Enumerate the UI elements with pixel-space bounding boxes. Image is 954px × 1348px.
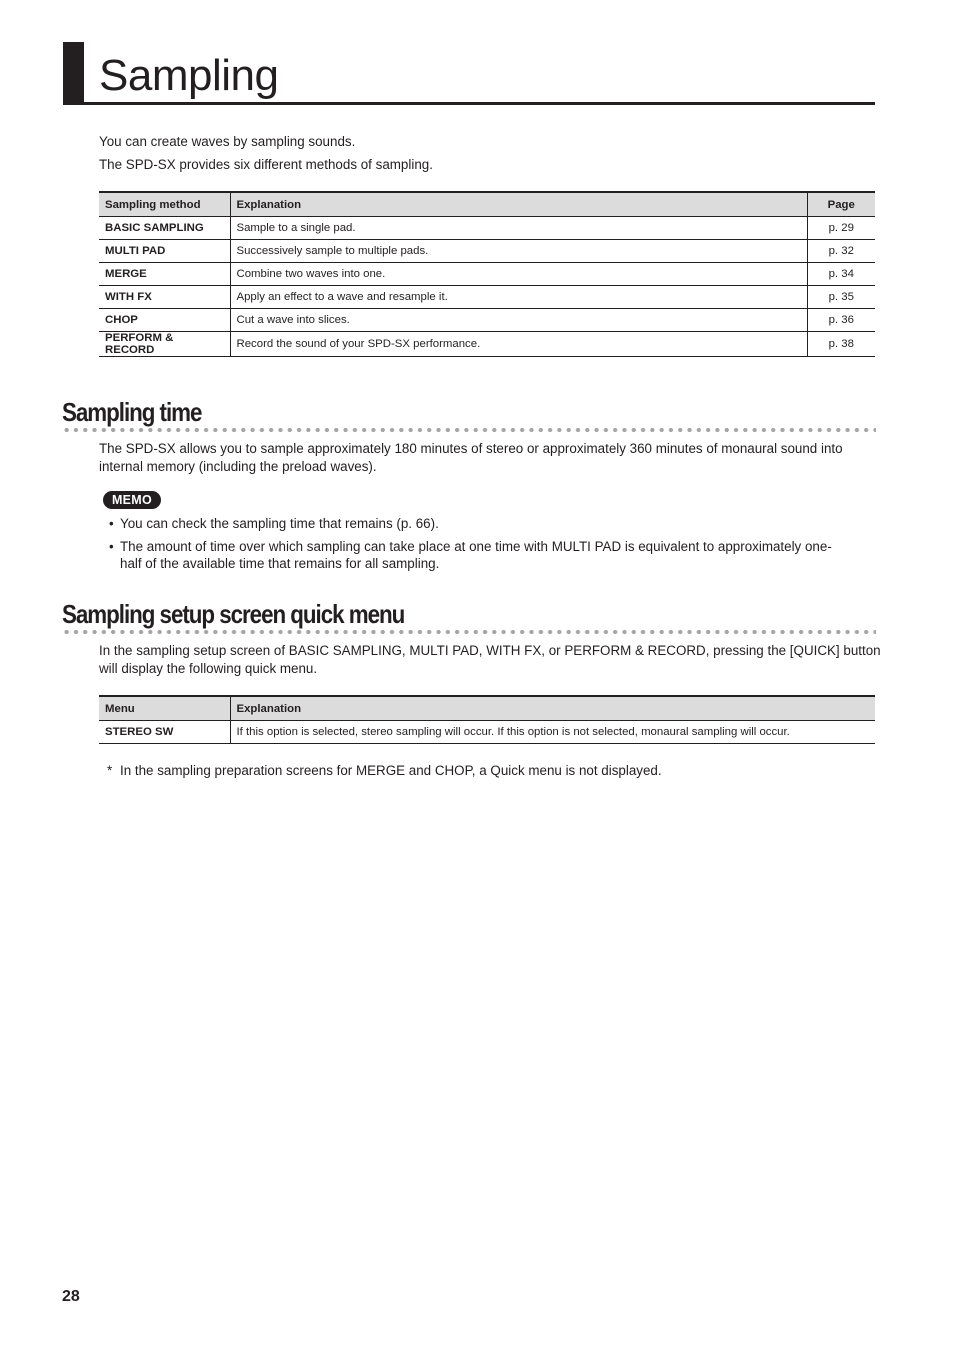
- quick-menu-body-line-1: In the sampling setup screen of BASIC SAMPLING, MULTI PAD, WITH FX, or PERFORM & RECORD, pressing the [QUICK] button: [99, 643, 881, 658]
- bullet-text: You can check the sampling time that remains (p. 66).: [120, 516, 439, 531]
- column-header-menu: Menu: [99, 696, 230, 721]
- column-header-page: Page: [807, 192, 875, 217]
- sampling-time-body-line-1: The SPD-SX allows you to sample approximately 180 minutes of stereo or approximately 360 minutes of monaural sound into: [99, 441, 843, 456]
- bullet-mark: •: [109, 539, 114, 554]
- bullet-text-line-1: The amount of time over which sampling can take place at one time with MULTI PAD is equivalent to approximately one-: [120, 539, 832, 554]
- explanation-cell: Combine two waves into one.: [230, 263, 807, 286]
- sampling-time-body-line-2: internal memory (including the preload waves).: [99, 459, 377, 474]
- method-cell: CHOP: [99, 309, 230, 332]
- explanation-cell: If this option is selected, stereo sampling will occur. If this option is not selected, monaural sampling will occur.: [230, 721, 875, 744]
- quick-menu-table: [99, 695, 875, 744]
- table-header-row: [99, 696, 875, 721]
- method-cell: MULTI PAD: [99, 240, 230, 263]
- title-accent-block: [63, 42, 84, 105]
- memo-badge: MEMO: [103, 491, 161, 509]
- intro-line-2: The SPD-SX provides six different methods of sampling.: [99, 157, 433, 172]
- table-header-row: [99, 192, 875, 217]
- asterisk-mark: *: [107, 763, 113, 778]
- explanation-cell: Sample to a single pad.: [230, 217, 807, 240]
- explanation-cell: Apply an effect to a wave and resample it.: [230, 286, 807, 309]
- intro-line-1: You can create waves by sampling sounds.: [99, 134, 356, 149]
- page-title-bar: [63, 42, 875, 105]
- table-row: [99, 240, 875, 263]
- page-number: 28: [62, 1288, 80, 1305]
- table-row: [99, 263, 875, 286]
- page-ref-cell: p. 38: [807, 332, 875, 357]
- page-ref-cell: p. 29: [807, 217, 875, 240]
- dotted-divider: [62, 427, 876, 433]
- column-header-method: Sampling method: [99, 192, 230, 217]
- table-row: [99, 309, 875, 332]
- method-cell: PERFORM & RECORD: [99, 332, 230, 357]
- column-header-explanation: Explanation: [230, 696, 875, 721]
- section-heading-quick-menu: Sampling setup screen quick menu: [62, 599, 405, 629]
- page-title: Sampling: [99, 51, 279, 100]
- sampling-methods-table: [99, 191, 875, 357]
- method-cell: WITH FX: [99, 286, 230, 309]
- page-ref-cell: p. 35: [807, 286, 875, 309]
- dotted-divider: [62, 629, 876, 635]
- method-cell: BASIC SAMPLING: [99, 217, 230, 240]
- table-row: [99, 332, 875, 357]
- footnote-text: In the sampling preparation screens for MERGE and CHOP, a Quick menu is not displayed.: [120, 763, 662, 778]
- quick-menu-body-line-2: will display the following quick menu.: [99, 661, 318, 676]
- section-heading-sampling-time: Sampling time: [62, 397, 202, 427]
- menu-cell: STEREO SW: [99, 721, 230, 744]
- explanation-cell: Successively sample to multiple pads.: [230, 240, 807, 263]
- explanation-cell: Record the sound of your SPD-SX performance.: [230, 332, 807, 357]
- title-rule: [63, 102, 875, 105]
- column-header-explanation: Explanation: [230, 192, 807, 217]
- method-cell: MERGE: [99, 263, 230, 286]
- page-ref-cell: p. 34: [807, 263, 875, 286]
- page-ref-cell: p. 32: [807, 240, 875, 263]
- table-row: [99, 721, 875, 744]
- page-ref-cell: p. 36: [807, 309, 875, 332]
- explanation-cell: Cut a wave into slices.: [230, 309, 807, 332]
- table-row: [99, 217, 875, 240]
- bullet-text-line-2: half of the available time that remains for all sampling.: [120, 556, 440, 571]
- table-row: [99, 286, 875, 309]
- bullet-mark: •: [109, 516, 114, 531]
